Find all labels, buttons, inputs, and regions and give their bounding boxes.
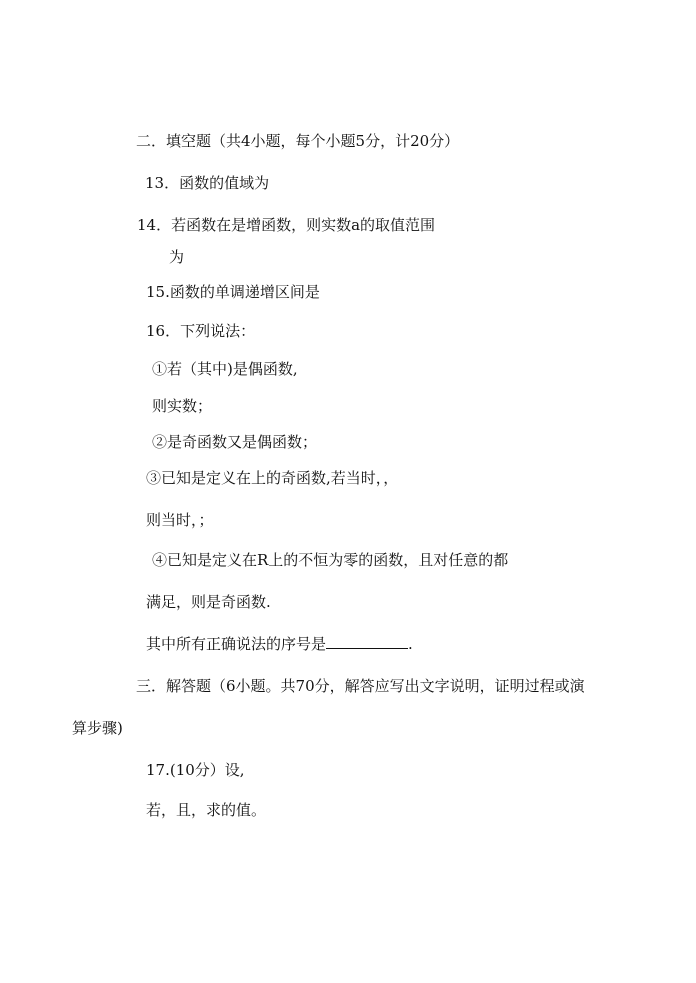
- question-16-ask-end: .: [408, 635, 413, 653]
- question-15: 15.函数的单调递增区间是: [146, 283, 320, 301]
- statement-2: ②是奇函数又是偶函数；: [152, 433, 318, 451]
- statement-3-continuation: 则当时，；: [146, 511, 214, 529]
- question-14-continuation: 为: [169, 248, 185, 266]
- statement-1: ①若（其中)是偶函数,: [152, 360, 298, 378]
- question-16-ask-text: 其中所有正确说法的序号是: [146, 635, 327, 653]
- section-3-heading: 三．解答题（6小题。共70分，解答应写出文字说明，证明过程或演: [136, 677, 585, 695]
- statement-3: ③已知是定义在上的奇函数,若当时，，: [146, 469, 399, 487]
- question-16: 16．下列说法：: [146, 322, 256, 340]
- question-17: 17.(10分）设,: [146, 761, 245, 779]
- statement-4-continuation: 满足，则是奇函数.: [146, 593, 271, 611]
- statement-4: ④已知是定义在R上的不恒为零的函数，且对任意的都: [152, 551, 509, 569]
- question-13: 13．函数的值域为: [145, 174, 270, 192]
- question-16-ask: [146, 634, 413, 654]
- question-17-continuation: 若，且，求的值。: [146, 801, 267, 819]
- answer-blank: [326, 634, 408, 649]
- statement-1-continuation: 则实数；: [152, 397, 213, 415]
- question-14: 14．若函数在是增函数，则实数a的取值范围: [137, 216, 436, 234]
- section-2-heading: 二．填空题（共4小题，每个小题5分，计20分）: [136, 132, 460, 150]
- section-3-heading-continuation: 算步骤): [72, 719, 123, 737]
